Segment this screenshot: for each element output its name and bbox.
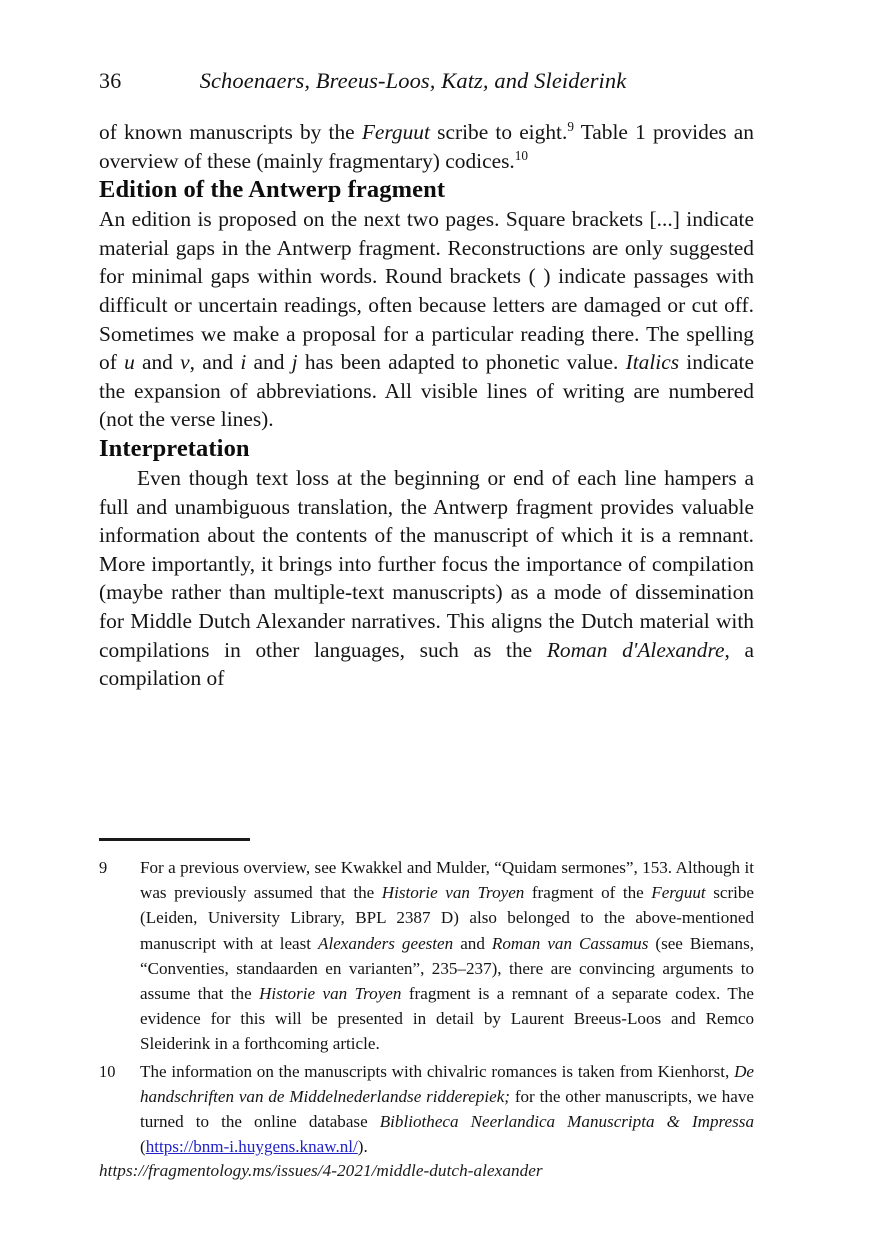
- text-run: (: [140, 1137, 146, 1157]
- italic-title-roman-dalexandre: Roman d'Alexandre: [546, 637, 725, 662]
- text-run: indicate the expansion of abbreviations. All visible lines of writing are numbered (not the verse lines).: [99, 350, 754, 432]
- italic-title-historie-van-troyen-2: Historie van Troyen: [259, 984, 402, 1004]
- text-run: scribe (Leiden, University Library, BPL 2387 D) also belonged to the above-mentioned manuscript with at least: [140, 883, 755, 953]
- text-run: An edition is proposed on the next two pages. Square brackets [...] indicate material gaps in the Antwerp fragment. Reconstructions are only suggested for minimal gaps within words. Round brackets ( ) indicate passages with difficult or uncertain readings, often because letters are damaged or cut off. Sometimes we make a proposal for a particular reading there. The spelling of: [99, 207, 754, 375]
- italic-title-alexanders-geesten: Alexanders geesten: [318, 933, 454, 953]
- text-run: The information on the manuscripts with chivalric romances is taken from Kienhorst,: [140, 1061, 735, 1081]
- footnote-item-10: [99, 1059, 754, 1160]
- text-run: and: [134, 350, 181, 375]
- italic-title-historie-van-troyen: Historie van Troyen: [381, 883, 525, 903]
- italic-letter-j: j: [291, 350, 298, 375]
- footnote-marker-9[interactable]: 9: [567, 118, 574, 134]
- text-run: and: [246, 350, 292, 375]
- italic-title-bnm: Bibliotheca Neerlandica Manuscripta & Impressa: [379, 1112, 754, 1132]
- text-run: fragment is a remnant of a separate codex. The evidence for this will be presented in detail by Laurent Breeus-Loos and Remco Sleiderink in a forthcoming article.: [140, 984, 754, 1054]
- footnote-number: 9: [99, 858, 108, 877]
- italic-title-ferguut: Ferguut: [361, 120, 430, 144]
- footnote-item-9: [99, 855, 754, 1057]
- section-heading-interpretation: Interpretation: [99, 434, 250, 462]
- text-run: Even though text loss at the beginning or end of each line hampers a full and unambiguous translation, the Antwerp fragment provides valuable information about the contents of the manuscript of which it is a remnant. More importantly, it brings into further focus the importance of compilation (maybe rather than multiple-text manuscripts) as a mode of dissemination for Middle Dutch Alexander narratives. This aligns the Dutch material with compilations in other languages, such as the: [99, 465, 754, 662]
- text-run: and: [453, 933, 492, 953]
- footnote-number: 10: [99, 1061, 116, 1081]
- italic-word-italics: Italics: [625, 350, 680, 375]
- footnote-text: [140, 1059, 754, 1160]
- italic-letter-v: v: [180, 350, 190, 375]
- main-text-block: [99, 118, 754, 693]
- italic-letter-i: i: [240, 350, 247, 375]
- text-run: scribe to eight.: [429, 120, 568, 144]
- text-run: of known manuscripts by the: [99, 120, 362, 144]
- footnotes-block: [99, 838, 754, 1161]
- text-run: Table 1 provides an overview of these (mainly fragmentary) codices.: [99, 120, 754, 173]
- paragraph-interpretation-1: [99, 464, 754, 693]
- paragraph-continued: [99, 118, 754, 175]
- text-run: , a compilation of: [99, 637, 754, 691]
- text-run: For a previous overview, see Kwakkel and Mulder, “Quidam sermones”, 153. Although it was previously assumed that the: [140, 858, 754, 903]
- running-head-title: Schoenaers, Breeus-Loos, Katz, and Sleiderink: [199, 68, 627, 93]
- italic-title-roman-van-cassamus: Roman van Cassamus: [491, 933, 649, 953]
- text-run: has been adapted to phonetic value.: [297, 350, 626, 375]
- page-number: 36: [99, 68, 122, 93]
- footnote-separator-rule: [99, 838, 250, 841]
- external-link-bnm[interactable]: https://bnm-i.huygens.knaw.nl/: [145, 1137, 358, 1157]
- italic-title-ridderepiek: De handschriften van de Middelnederlandse ridderepiek;: [140, 1061, 754, 1106]
- italic-letter-u: u: [124, 350, 135, 375]
- running-head: [99, 68, 754, 98]
- paragraph-edition-1: [99, 205, 754, 434]
- text-run: ).: [357, 1137, 368, 1157]
- footer-url: https://fragmentology.ms/issues/4-2021/middle-dutch-alexander: [99, 1161, 543, 1180]
- text-run: for the other manuscripts, we have turned to the online database: [140, 1086, 754, 1132]
- text-run: , and: [189, 350, 241, 375]
- footnote-marker-10[interactable]: 10: [514, 147, 529, 163]
- footnote-text: [140, 855, 754, 1057]
- text-run: fragment of the: [524, 883, 652, 903]
- italic-title-ferguut: Ferguut: [651, 883, 706, 903]
- section-heading-edition: Edition of the Antwerp fragment: [99, 176, 446, 204]
- text-run: (see Biemans, “Conventies, standaarden en varianten”, 235–237), there are convincing arguments to assume that the: [140, 933, 754, 1004]
